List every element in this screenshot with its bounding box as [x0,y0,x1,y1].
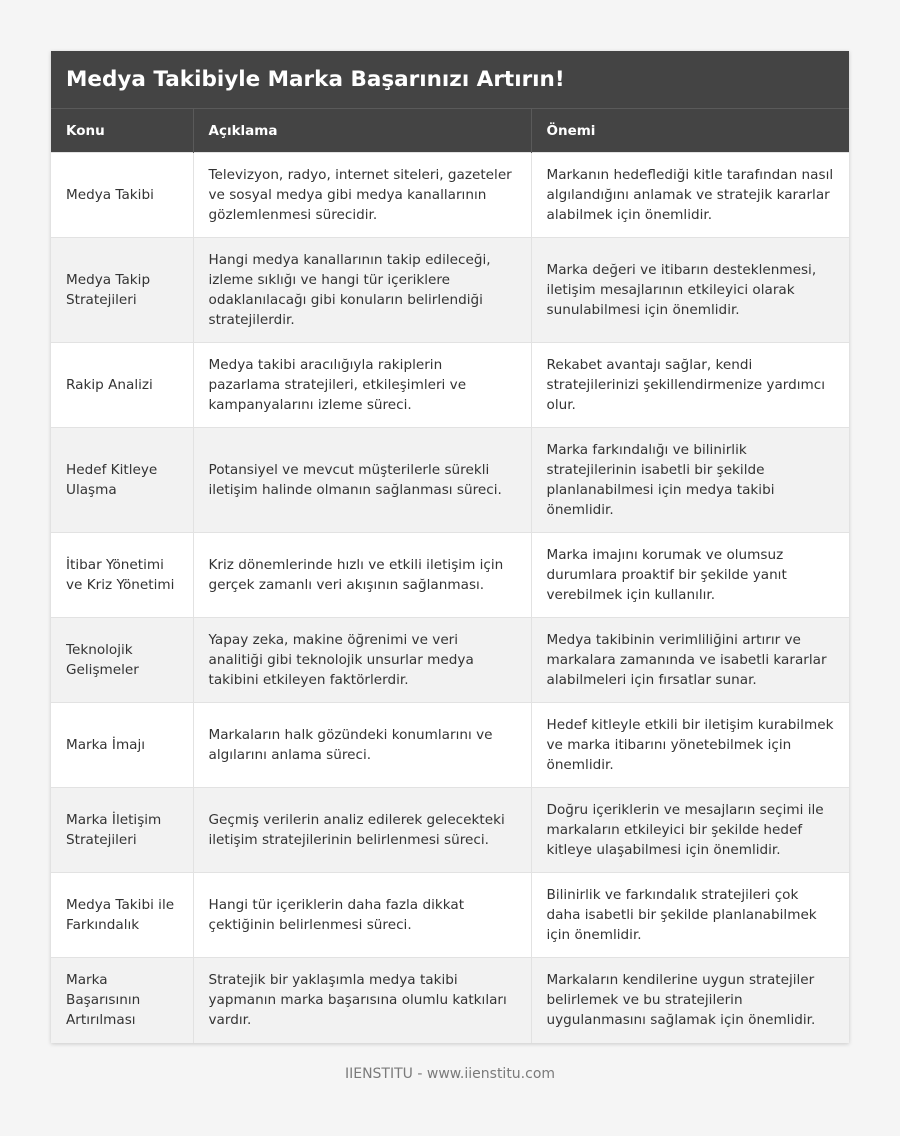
cell-aciklama: Markaların halk gözündeki konumlarını ve algılarını anlama süreci. [193,703,531,788]
cell-onemi: Markaların kendilerine uygun stratejiler belirlemek ve bu stratejilerin uygulanmasını sağlamak için önemlidir. [531,958,849,1043]
column-header-aciklama: Açıklama [193,109,531,153]
cell-aciklama: Hangi tür içeriklerin daha fazla dikkat çektiğinin belirlenmesi süreci. [193,873,531,958]
cell-onemi: Marka farkındalığı ve bilinirlik stratejilerinin isabetli bir şekilde planlanabilmesi için medya takibi önemlidir. [531,428,849,533]
cell-onemi: Markanın hedeflediği kitle tarafından nasıl algılandığını anlamak ve stratejik kararlar alabilmek için önemlidir. [531,153,849,238]
column-header-konu: Konu [51,109,193,153]
cell-aciklama: Televizyon, radyo, internet siteleri, gazeteler ve sosyal medya gibi medya kanallarının gözlemlenmesi sürecidir. [193,153,531,238]
cell-konu: Hedef Kitleye Ulaşma [51,428,193,533]
table-row [51,788,849,873]
cell-aciklama: Medya takibi aracılığıyla rakiplerin pazarlama stratejileri, etkileşimleri ve kampanyalarını izleme süreci. [193,343,531,428]
content-card [51,51,849,1043]
table-row [51,958,849,1043]
cell-aciklama: Hangi medya kanallarının takip edileceği, izleme sıklığı ve hangi tür içeriklere odaklanılacağı gibi konuların belirlendiği stratejilerdir. [193,238,531,343]
cell-onemi: Marka imajını korumak ve olumsuz durumlara proaktif bir şekilde yanıt verebilmek için kullanılır. [531,533,849,618]
table-row [51,428,849,533]
table-row [51,618,849,703]
table-row [51,238,849,343]
cell-konu: Marka İmajı [51,703,193,788]
cell-aciklama: Geçmiş verilerin analiz edilerek gelecekteki iletişim stratejilerinin belirlenmesi süreci. [193,788,531,873]
cell-onemi: Bilinirlik ve farkındalık stratejileri çok daha isabetli bir şekilde planlanabilmek için önemlidir. [531,873,849,958]
cell-konu: Medya Takibi [51,153,193,238]
cell-aciklama: Potansiyel ve mevcut müşterilerle sürekli iletişim halinde olmanın sağlanması süreci. [193,428,531,533]
cell-konu: Teknolojik Gelişmeler [51,618,193,703]
column-header-onemi: Önemi [531,109,849,153]
cell-aciklama: Kriz dönemlerinde hızlı ve etkili iletişim için gerçek zamanlı veri akışının sağlanması. [193,533,531,618]
table-row [51,533,849,618]
page-title: Medya Takibiyle Marka Başarınızı Artırın! [51,51,849,108]
table-row [51,873,849,958]
cell-konu: Marka Başarısının Artırılması [51,958,193,1043]
cell-konu: İtibar Yönetimi ve Kriz Yönetimi [51,533,193,618]
cell-konu: Marka İletişim Stratejileri [51,788,193,873]
cell-onemi: Medya takibinin verimliliğini artırır ve markalara zamanında ve isabetli kararlar alabilmeleri için fırsatlar sunar. [531,618,849,703]
cell-konu: Rakip Analizi [51,343,193,428]
cell-onemi: Hedef kitleyle etkili bir iletişim kurabilmek ve marka itibarını yönetebilmek için önemlidir. [531,703,849,788]
cell-aciklama: Yapay zeka, makine öğrenimi ve veri analitiği gibi teknolojik unsurlar medya takibini etkileyen faktörlerdir. [193,618,531,703]
table-header-row [51,109,849,153]
cell-aciklama: Stratejik bir yaklaşımla medya takibi yapmanın marka başarısına olumlu katkıları vardır. [193,958,531,1043]
footer-credit: IIENSTITU - www.iienstitu.com [344,1066,556,1082]
info-table [51,108,849,1043]
table-row [51,343,849,428]
cell-konu: Medya Takip Stratejileri [51,238,193,343]
table-row [51,703,849,788]
table-row [51,153,849,238]
cell-onemi: Rekabet avantajı sağlar, kendi stratejilerinizi şekillendirmenize yardımcı olur. [531,343,849,428]
cell-konu: Medya Takibi ile Farkındalık [51,873,193,958]
cell-onemi: Marka değeri ve itibarın desteklenmesi, iletişim mesajlarının etkileyici olarak sunulabilmesi için önemlidir. [531,238,849,343]
cell-onemi: Doğru içeriklerin ve mesajların seçimi ile markaların etkileyici bir şekilde hedef kitleye ulaşabilmesi için önemlidir. [531,788,849,873]
